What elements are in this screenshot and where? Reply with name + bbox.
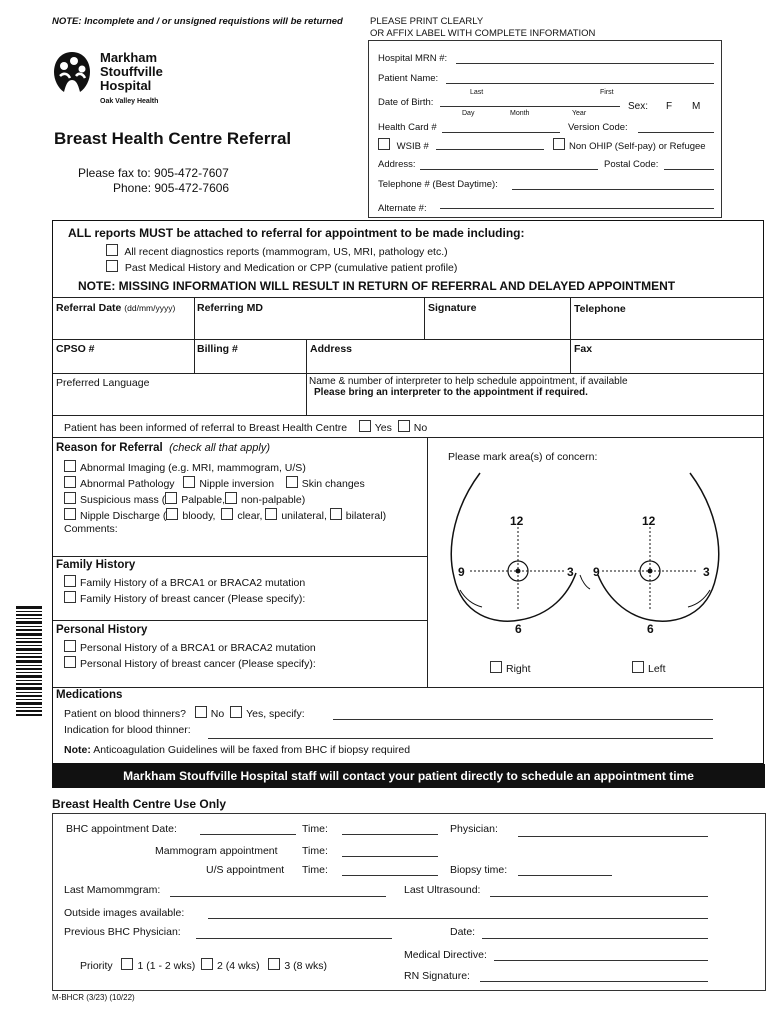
outside-images-label: Outside images available: <box>64 907 185 919</box>
previous-physician-field[interactable] <box>196 938 392 939</box>
left-diagram-3: 3 <box>567 565 574 579</box>
sex-label: Sex: <box>628 101 649 112</box>
priority-row: Priority 1 (1 - 2 wks) 2 (4 wks) 3 (8 wks) <box>80 960 327 972</box>
telephone-label: Telephone # (Best Daytime): <box>378 179 498 190</box>
left-option: Left <box>632 661 666 675</box>
suspicious-mass-row: Suspicious mass ( Palpable, non-palpable) <box>64 492 305 506</box>
informed-yes-checkbox[interactable] <box>359 420 371 432</box>
reports-item-1-checkbox[interactable] <box>106 244 118 256</box>
anticoagulation-note: Note: Anticoagulation Guidelines will be faxed from BHC if biopsy required <box>64 744 411 756</box>
breast-diagram[interactable] <box>430 465 760 650</box>
abnormal-pathology-row: Abnormal Pathology Nipple inversion Skin changes <box>64 476 365 490</box>
health-card-field[interactable] <box>442 132 560 133</box>
wsib-field[interactable] <box>436 149 544 150</box>
version-code-label: Version Code: <box>568 122 628 133</box>
skin-changes-checkbox[interactable] <box>286 476 298 488</box>
bhc-time-field[interactable] <box>342 834 438 835</box>
mrn-field[interactable] <box>456 63 714 64</box>
right-checkbox[interactable] <box>490 661 502 673</box>
last-mammogram-label: Last Mamommgram: <box>64 884 161 896</box>
right-diagram-9: 9 <box>593 565 600 579</box>
biopsy-time-field[interactable] <box>518 875 612 876</box>
use-only-title: Breast Health Centre Use Only <box>52 797 227 811</box>
abnormal-imaging-checkbox[interactable] <box>64 460 76 472</box>
thinners-yes-checkbox[interactable] <box>230 706 242 718</box>
non-ohip-checkbox[interactable] <box>553 138 565 150</box>
blood-thinners-row: Patient on blood thinners? No Yes, specify: <box>64 708 305 720</box>
incomplete-note: NOTE: Incomplete and / or unsigned requistions will be returned <box>52 16 343 27</box>
right-diagram-12: 12 <box>642 514 656 528</box>
family-cancer-checkbox[interactable] <box>64 591 76 603</box>
unilateral-checkbox[interactable] <box>265 508 277 520</box>
last-ultrasound-label: Last Ultrasound: <box>404 884 481 896</box>
reports-title: ALL reports MUST be attached to referral for appointment to be made including: <box>68 226 525 240</box>
clear-checkbox[interactable] <box>221 508 233 520</box>
priority-2-checkbox[interactable] <box>201 958 213 970</box>
alternate-field[interactable] <box>440 208 714 209</box>
patient-name-label: Patient Name: <box>378 73 439 84</box>
version-code-field[interactable] <box>638 132 714 133</box>
left-checkbox[interactable] <box>632 661 644 673</box>
last-mammogram-field[interactable] <box>170 896 386 897</box>
phone-number: Phone: 905-472-7606 <box>113 181 230 195</box>
date-field[interactable] <box>482 938 708 939</box>
referral-date-label: Referral Date (dd/mm/yyyy) <box>56 302 176 314</box>
previous-physician-label: Previous BHC Physician: <box>64 926 181 938</box>
sex-male-option[interactable]: M <box>692 101 701 112</box>
rn-signature-label: RN Signature: <box>404 970 470 982</box>
us-appointment-label: U/S appointment <box>206 864 285 876</box>
missing-info-note: NOTE: MISSING INFORMATION WILL RESULT IN RETURN OF REFERRAL AND DELAYED APPOINTMENT <box>78 279 676 293</box>
right-option: Right <box>490 661 531 675</box>
logo-subtitle: Oak Valley Health <box>100 98 159 105</box>
thinners-no-checkbox[interactable] <box>195 706 207 718</box>
left-diagram-6: 6 <box>515 622 522 636</box>
mark-area-label: Please mark area(s) of concern: <box>448 451 598 463</box>
wsib-checkbox[interactable] <box>378 138 390 150</box>
interpreter-note: Please bring an interpreter to the appointment if required. <box>314 387 588 398</box>
barcode-icon <box>16 606 42 716</box>
nipple-discharge-checkbox[interactable] <box>64 508 76 520</box>
reports-item-2-checkbox[interactable] <box>106 260 118 272</box>
interpreter-label: Name & number of interpreter to help schedule appointment, if available <box>309 376 628 387</box>
postal-code-label: Postal Code: <box>604 159 659 170</box>
hospital-logo-icon <box>52 50 92 94</box>
abnormal-imaging-option: Abnormal Imaging (e.g. MRI, mammogram, U/S) <box>64 460 306 474</box>
md-address-label: Address <box>310 343 353 355</box>
personal-brca-checkbox[interactable] <box>64 640 76 652</box>
telephone-field[interactable] <box>512 189 714 190</box>
year-caption: Year <box>572 110 587 117</box>
reports-item-2: Past Medical History and Medication or CPP (cumulative patient profile) <box>106 260 457 274</box>
family-history-item-1: Family History of a BRCA1 or BRACA2 mutation <box>64 575 305 589</box>
biopsy-time-label: Biopsy time: <box>450 864 508 876</box>
personal-cancer-checkbox[interactable] <box>64 656 76 668</box>
date-label: Date: <box>450 926 476 938</box>
mammogram-time-field[interactable] <box>342 856 438 857</box>
nipple-inversion-checkbox[interactable] <box>183 476 195 488</box>
comments-label: Comments: <box>64 523 118 535</box>
dob-field[interactable] <box>440 106 620 107</box>
bhc-time-label: Time: <box>302 823 328 835</box>
right-diagram-3: 3 <box>703 565 710 579</box>
indication-label: Indication for blood thinner: <box>64 724 191 736</box>
medical-directive-label: Medical Directive: <box>404 949 487 961</box>
affix-label-note: OR AFFIX LABEL WITH COMPLETE INFORMATION <box>370 28 596 39</box>
medical-directive-field[interactable] <box>494 960 708 961</box>
mammogram-time-label: Time: <box>302 845 328 857</box>
left-diagram-9: 9 <box>458 565 465 579</box>
indication-field[interactable] <box>208 738 713 739</box>
billing-label: Billing # <box>197 343 238 355</box>
personal-history-item-1: Personal History of a BRCA1 or BRACA2 mutation <box>64 640 316 654</box>
nipple-discharge-row: Nipple Discharge ( bloody, clear, unilateral, bilateral) <box>64 508 386 522</box>
patient-name-field[interactable] <box>446 83 714 84</box>
logo-text: Markham Stouffville Hospital <box>100 50 163 93</box>
mrn-label: Hospital MRN #: <box>378 53 448 64</box>
informed-row: Patient has been informed of referral to Breast Health Centre Yes No <box>64 422 428 434</box>
reports-item-1: All recent diagnostics reports (mammogram, US, MRI, pathology etc.) <box>106 244 448 258</box>
last-ultrasound-field[interactable] <box>490 896 708 897</box>
palpable-checkbox[interactable] <box>165 492 177 504</box>
md-fax-label: Fax <box>574 343 593 355</box>
md-telephone-label: Telephone <box>574 303 626 315</box>
rn-signature-field[interactable] <box>480 981 708 982</box>
priority-1-checkbox[interactable] <box>121 958 133 970</box>
non-palpable-checkbox[interactable] <box>225 492 237 504</box>
informed-no-checkbox[interactable] <box>398 420 410 432</box>
form-code: M-BHCR (3/23) (10/22) <box>52 993 135 1002</box>
priority-3-checkbox[interactable] <box>268 958 280 970</box>
day-caption: Day <box>462 110 475 117</box>
abnormal-pathology-checkbox[interactable] <box>64 476 76 488</box>
medications-title: Medications <box>56 689 123 701</box>
outside-images-field[interactable] <box>208 918 708 919</box>
print-clearly-note: PLEASE PRINT CLEARLY <box>370 16 484 27</box>
family-history-title: Family History <box>56 559 136 571</box>
alternate-label: Alternate #: <box>378 203 427 214</box>
first-name-caption: First <box>600 89 614 96</box>
postal-code-field[interactable] <box>664 169 714 170</box>
address-field[interactable] <box>420 169 598 170</box>
fax-number: Please fax to: 905-472-7607 <box>78 166 229 180</box>
us-time-field[interactable] <box>342 875 438 876</box>
mammogram-appointment-label: Mammogram appointment <box>155 845 278 857</box>
bhc-date-field[interactable] <box>200 834 296 835</box>
bloody-checkbox[interactable] <box>166 508 178 520</box>
sex-female-option[interactable]: F <box>666 101 673 112</box>
right-diagram-6: 6 <box>647 622 654 636</box>
family-brca-checkbox[interactable] <box>64 575 76 587</box>
month-caption: Month <box>510 110 530 117</box>
cpso-label: CPSO # <box>56 343 95 355</box>
left-diagram-12: 12 <box>510 514 524 528</box>
dob-label: Date of Birth: <box>378 97 434 108</box>
physician-label: Physician: <box>450 823 498 835</box>
personal-history-item-2: Personal History of breast cancer (Please specify): <box>64 656 316 670</box>
preferred-language-label: Preferred Language <box>56 377 150 389</box>
last-name-caption: Last <box>470 89 484 96</box>
health-card-label: Health Card # <box>378 122 437 133</box>
wsib-row: WSIB # <box>378 138 429 152</box>
bhc-date-label: BHC appointment Date: <box>66 823 177 835</box>
page-title: Breast Health Centre Referral <box>54 129 292 148</box>
us-time-label: Time: <box>302 864 328 876</box>
non-ohip-row: Non OHIP (Self-pay) or Refugee <box>553 138 706 152</box>
suspicious-mass-checkbox[interactable] <box>64 492 76 504</box>
reason-title: Reason for Referral (check all that apply) <box>56 442 271 454</box>
thinners-specify-field[interactable] <box>333 719 713 720</box>
family-history-item-2: Family History of breast cancer (Please specify): <box>64 591 305 605</box>
bilateral-checkbox[interactable] <box>330 508 342 520</box>
personal-history-title: Personal History <box>56 624 148 636</box>
address-label: Address: <box>378 159 416 170</box>
referring-md-label: Referring MD <box>197 302 263 314</box>
contact-banner: Markham Stouffville Hospital staff will contact your patient directly to schedule an appointment time <box>52 764 765 788</box>
signature-label: Signature <box>428 302 477 314</box>
physician-field[interactable] <box>518 836 708 837</box>
